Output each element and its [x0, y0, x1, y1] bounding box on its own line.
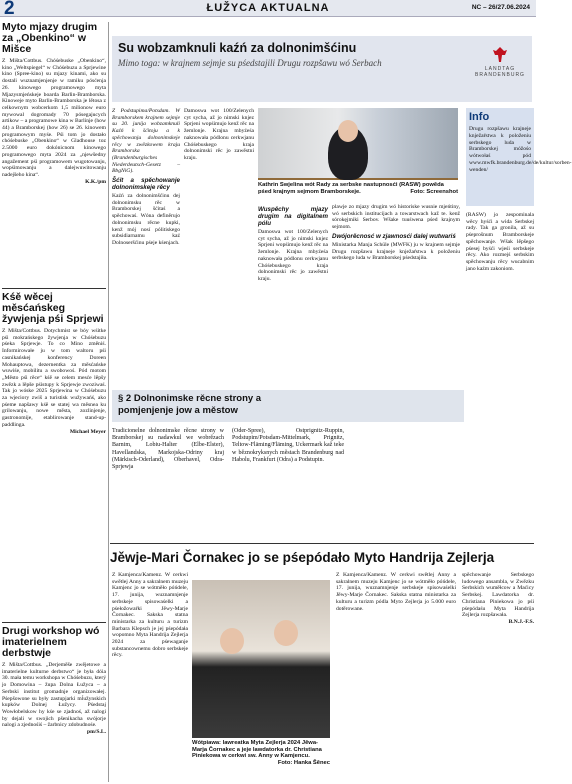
main-headline: Su wobzamknuli kaźń za dolnonimšćinu: [118, 41, 357, 55]
law-section-col-1: [112, 428, 224, 538]
divider: [110, 543, 534, 544]
main-col-2: [184, 108, 254, 386]
zejler-col-1: [112, 572, 188, 782]
zejler-text: spěchowanje Serbskego ludowego ansambla, w Zwězku Serbskich wuměłcow a Maćicy Serbskej. Lawdatorka dr. Christiana Piniekowa jo pśi pśepódaśu Myta Handrija Zejlerja rozpšawała.: [462, 572, 534, 619]
article-author: pm/S.L.: [87, 729, 106, 736]
main-subhead-3: Dwójorěcnosć w zjawnosći dalej wutwariś: [332, 232, 456, 240]
article-title: Kśě wěcej měsćańskeg žywjenja pśi Sprjewi: [2, 291, 104, 325]
landtag-logo: [470, 46, 530, 78]
zejler-text: Z Kamjenca/Kamenz. W cerkwi swětlej Anny a sakralnem muzeju Kamjenc jo se wótměło póńdele, 17. junija, wuznamnjenje serbskeje spisowaśelki a pśełožowaŕki Jěwy-Marje Čornakec. Sakska statna ministarka za kulturu a turizm Barbara Klepsch je jej pśepódała wopomno Myta Handrija Zejlerja 2024 za pśewaganje substancownemu dobro serbskeje rěcy.: [112, 572, 188, 659]
divider: [2, 288, 106, 289]
caption-credit: Foto: Screenshot: [410, 188, 458, 195]
article-title: Drugi workshop wó imaterielnem derbstwje: [2, 625, 100, 659]
main-text: Kaźń za dolnonimšćinu dej dolnonimsku rěc w Bramborskej šćitaś a spěchowaś. Wóna definěrujo dolnonimsku rěcne kupki, kenž mój nosí pólitiskego subsidiarnamu kaź Dolnoseršćinu pśeje kśenjach.: [112, 193, 180, 246]
page-number: 2: [4, 0, 15, 19]
law-section-title: [118, 393, 261, 417]
zejler-col-3: [462, 572, 534, 782]
article-sprjewja: [2, 292, 106, 554]
law-section-title-line1: § 2 Dolnonimske rěcne strony a: [118, 393, 262, 404]
zejler-text: Z Kamjenca/Kamenz. W cerkwi swětlej Anny a sakralnem muzeju Kamjenc jo se wótměło póńdele, 17. junija, wuznamnjenje serbskeje spisowaśelki Jěwy-Marje Čornakec. Sakska statna ministarka za kulturu a turizm pódla Myto Zejlerja jo 5.000 euro dotěrowane.: [336, 572, 456, 612]
award-photo: [192, 580, 330, 738]
parliament-photo: [258, 108, 458, 180]
article-obenkino: [2, 22, 106, 284]
main-text: Ministarka Manja Schüle (MWFK) ju w krajnem sejmje Drugu rozpšawu krajneje knježaŕstwa k položeniu serbskego luda w Bramborskej pśedstajiła.: [332, 241, 460, 262]
laudator-face: [274, 620, 298, 646]
column-divider: [108, 22, 109, 782]
article-body: Z Mišta/Cottbus. Dotychmist se bóy wśitke pśi mokrańskego žywjenja w Chóśebuzu pśeka Sprjewje. To co Mino změniś. Informirowałe ju w tom waltoru pśi casnikańskej konferency Doreen Mohauptowa, dezernentka za měsćańske wuwiśe, mobilitu a swobowoś. Pód motom „Město pśi rěce“ kśě se celem mesće lěpšy zwězk a lěpše pśistupy k Sprjewje zwoziwaś. Tak jo wóske 2025 Sprjewina w Chóśebuzu za wjeciory zwiš a turistisk wužywańś, ako pśeme napšawy kśě se statej wa měsnea ku grilowanju, nowe města, zozlinjenje, gastronomije, etablirowanje stand-up-paddlinga.: [2, 328, 106, 428]
article-author: K.K./pm: [85, 178, 106, 185]
caption-text: Wótpiawa: lawreatka Myta Zejlerja 2024 Jěwa-Marja Čornakec a jeje lawdatorka dr. Christiana Piniekowa w cerkwi sw. Anny w Kamjencu.: [192, 740, 322, 759]
award-caption: [192, 740, 330, 766]
main-text: plawje zo mjazy drugim wó historiske wusnie mjeńtiny, wó serbskich institucijach a towarstwach kaž te. kenž sórokęjmiki Serbov. Wšake tuuśwena pśed krajnym sejmom.: [332, 204, 460, 231]
main-col-4: [466, 212, 534, 538]
divider: [2, 622, 106, 623]
main-col-3a: [258, 204, 328, 386]
main-lead: Z Podstupima/Potsdam. W Bramborskem krajnem sejmje su 20. junija wobzamknuli Kaźń k šćitoju a k spěchowanju dolnonimskeje rěcy w zwězkowem kraju Bramborska (Brandenburgisches Niederdeutsch-Gesetz – BbgNiG).: [112, 108, 180, 175]
info-text: Drugu rozpšawu krajneje knježaŕstwa k položeniu serbskego luda w Bramborskej móžośo wótwołaś pód www.mwfk.brandenburg.de/de/kultur/sorben-wenden/: [469, 126, 572, 173]
caption-text: Kathrin Swjelina wót Rady za serbske nastupnosći (RASW) powěda pśed krajnym sejmom Bramborskeje.: [258, 182, 444, 195]
page-header: [0, 0, 536, 17]
main-text: Damoswa wot 100/Zelenych cyt sycha, až jo nimski knjez Sprjeni wopśimujo kenž rěc na žemlonje. Krajna mbyźeśa naknowała pódlonu cerkwjanu Chóśebuskego kraja dolnonimski rěc jo zawěstni kraju.: [258, 229, 328, 282]
newspaper-title: ŁUŽYCA AKTUALNA: [206, 2, 330, 14]
article-author: B.N.J.-F.S.: [508, 618, 534, 625]
law-section-title-line2: pomjenjenje jow a městow: [118, 405, 238, 416]
main-subhead-2: Wuspěchy mjazy drugim na digitalnem pólu: [258, 206, 328, 227]
photo-caption: [258, 182, 458, 195]
main-col-1: [112, 108, 180, 386]
laureate-face: [220, 628, 244, 654]
zejler-headline: Jěwje-Mari Čornakec jo se pśepódało Myto Handrija Zejlerja: [110, 550, 495, 565]
main-text: (RASW) jo zespominala wěcy hyśći a wida Serbskej rady. Tak ga gronila, až su pśeprošnum Bramborskeje spěchowanje. Wšak lěpšego pśesej byśći wjeśi serbskeje rěcy. Ako rozmejś serbskim spěchowanju rěcy wucabnim jano kaźm zakoniom.: [466, 212, 534, 272]
article-author: Michael Meyer: [69, 428, 106, 435]
eagle-icon: [492, 46, 508, 64]
main-subheadline: Mimo toga: w krajnem sejmje su pśedstajili Drugu rozpšawu wó Serbach: [118, 58, 382, 68]
main-text: Damoswa wot 100/Zelenych cyt sycha, až jo nimski knjez Sprjeni wopśimujo kenž rěc na žemlonje. Krajna mbyźeśa naknowała pódlonu cerkwjanu Chóśebuskego kraja dolnonimski rěc jo zawěstni kraju.: [184, 108, 254, 161]
caption-credit: Foto: Hanka Šěnec: [277, 759, 330, 766]
main-subhead-1: Šćit a spěchowanje dolnonimskeje rěcy: [112, 177, 180, 192]
main-col-3b: [332, 204, 460, 386]
speaker-face: [338, 120, 358, 142]
law-section-text: (Oder-Spree), Ostprignitz-Ruppin, Podstupim/Potsdam-Mittelmark, Prignitz, Teltow-Fläming/Fläming, Uckermark kaž teke w běznokryksnych městach Brandenburg nad Habolu, Frankfurt (Odra) a Podstupin.: [232, 428, 344, 463]
law-section-col-2: [232, 428, 344, 538]
article-title: Myto mjazy drugim za „Obenkino“ w Mišce: [2, 21, 98, 55]
logo-text: LANDTAG BRANDENBURG: [475, 66, 525, 78]
article-body: Z Mišta/Cottbus. Chóśebuske „Obenkino“, kino „Weltspiegel“ w Chóśebuzu a Sprjewine kino (Spree-kino) su mjazy kinami, ako su dostali wuznamjenjenje w ramiku pósćenja 26. kinowego programowego myta Mjazysmjeńskeje boarda Barlin-Bramborska. Kinoweje myto Barlin-Bramborska je lětosa z celkownym wobcerkom 1,5 milionow euro mywowal dogromady 70 pósegajucych artikow – a programowe kina w Barlinje (how 44) a Bramborskej (how 26) se 26. kinowem programowym myśe. Pśi tom jo dostało chóśebuske „Obenkino“ w Gladhouse toz 2.5000 euro dokónicnom kinowego programowego myta 2024 za „njewšedny angažement pśi programowem wugotowanju, wopśimowanju a dalejwuwitowanju nadejšeho kina“.: [2, 58, 106, 178]
article-workshop: [2, 626, 106, 782]
issue-date: NC – 26/27.06.2024: [471, 4, 530, 11]
law-section-text: Tradicionelne dolnonimske rěcne strony w Bramborskej su nadawkul we wobrězach Barnim, Lobiu-Halter (Elbe-Elster), Havellandska, Markojska-Odriny kraj (Märkisch-Oderland), Oberhavel, Odra-Sprjewja: [112, 428, 224, 471]
article-body: Z Mišta/Cottbus. „Derjeměše zwějetowe a imaterielne kulturne derbstwo“ je była dóia 30. mała temu workshopa w Chóśebuzu, který jo Domowina – župa Dolna Łužyca – a Serbski institut gromadnje organizowałej. Pśepšowone su były zastupjarki mĺužynskich kupków Dolnej Łužycy. Pśedstaj Wowłobelskow hy kśe se zjadnoś, až nalogi by dejali w swojich pšenikacha swójorje nalogi a zjednośiś – žarbnicy zdobudnośe.: [2, 662, 106, 729]
info-box: [466, 108, 572, 206]
info-title: Info: [469, 111, 490, 123]
zejler-col-2: [336, 572, 456, 782]
